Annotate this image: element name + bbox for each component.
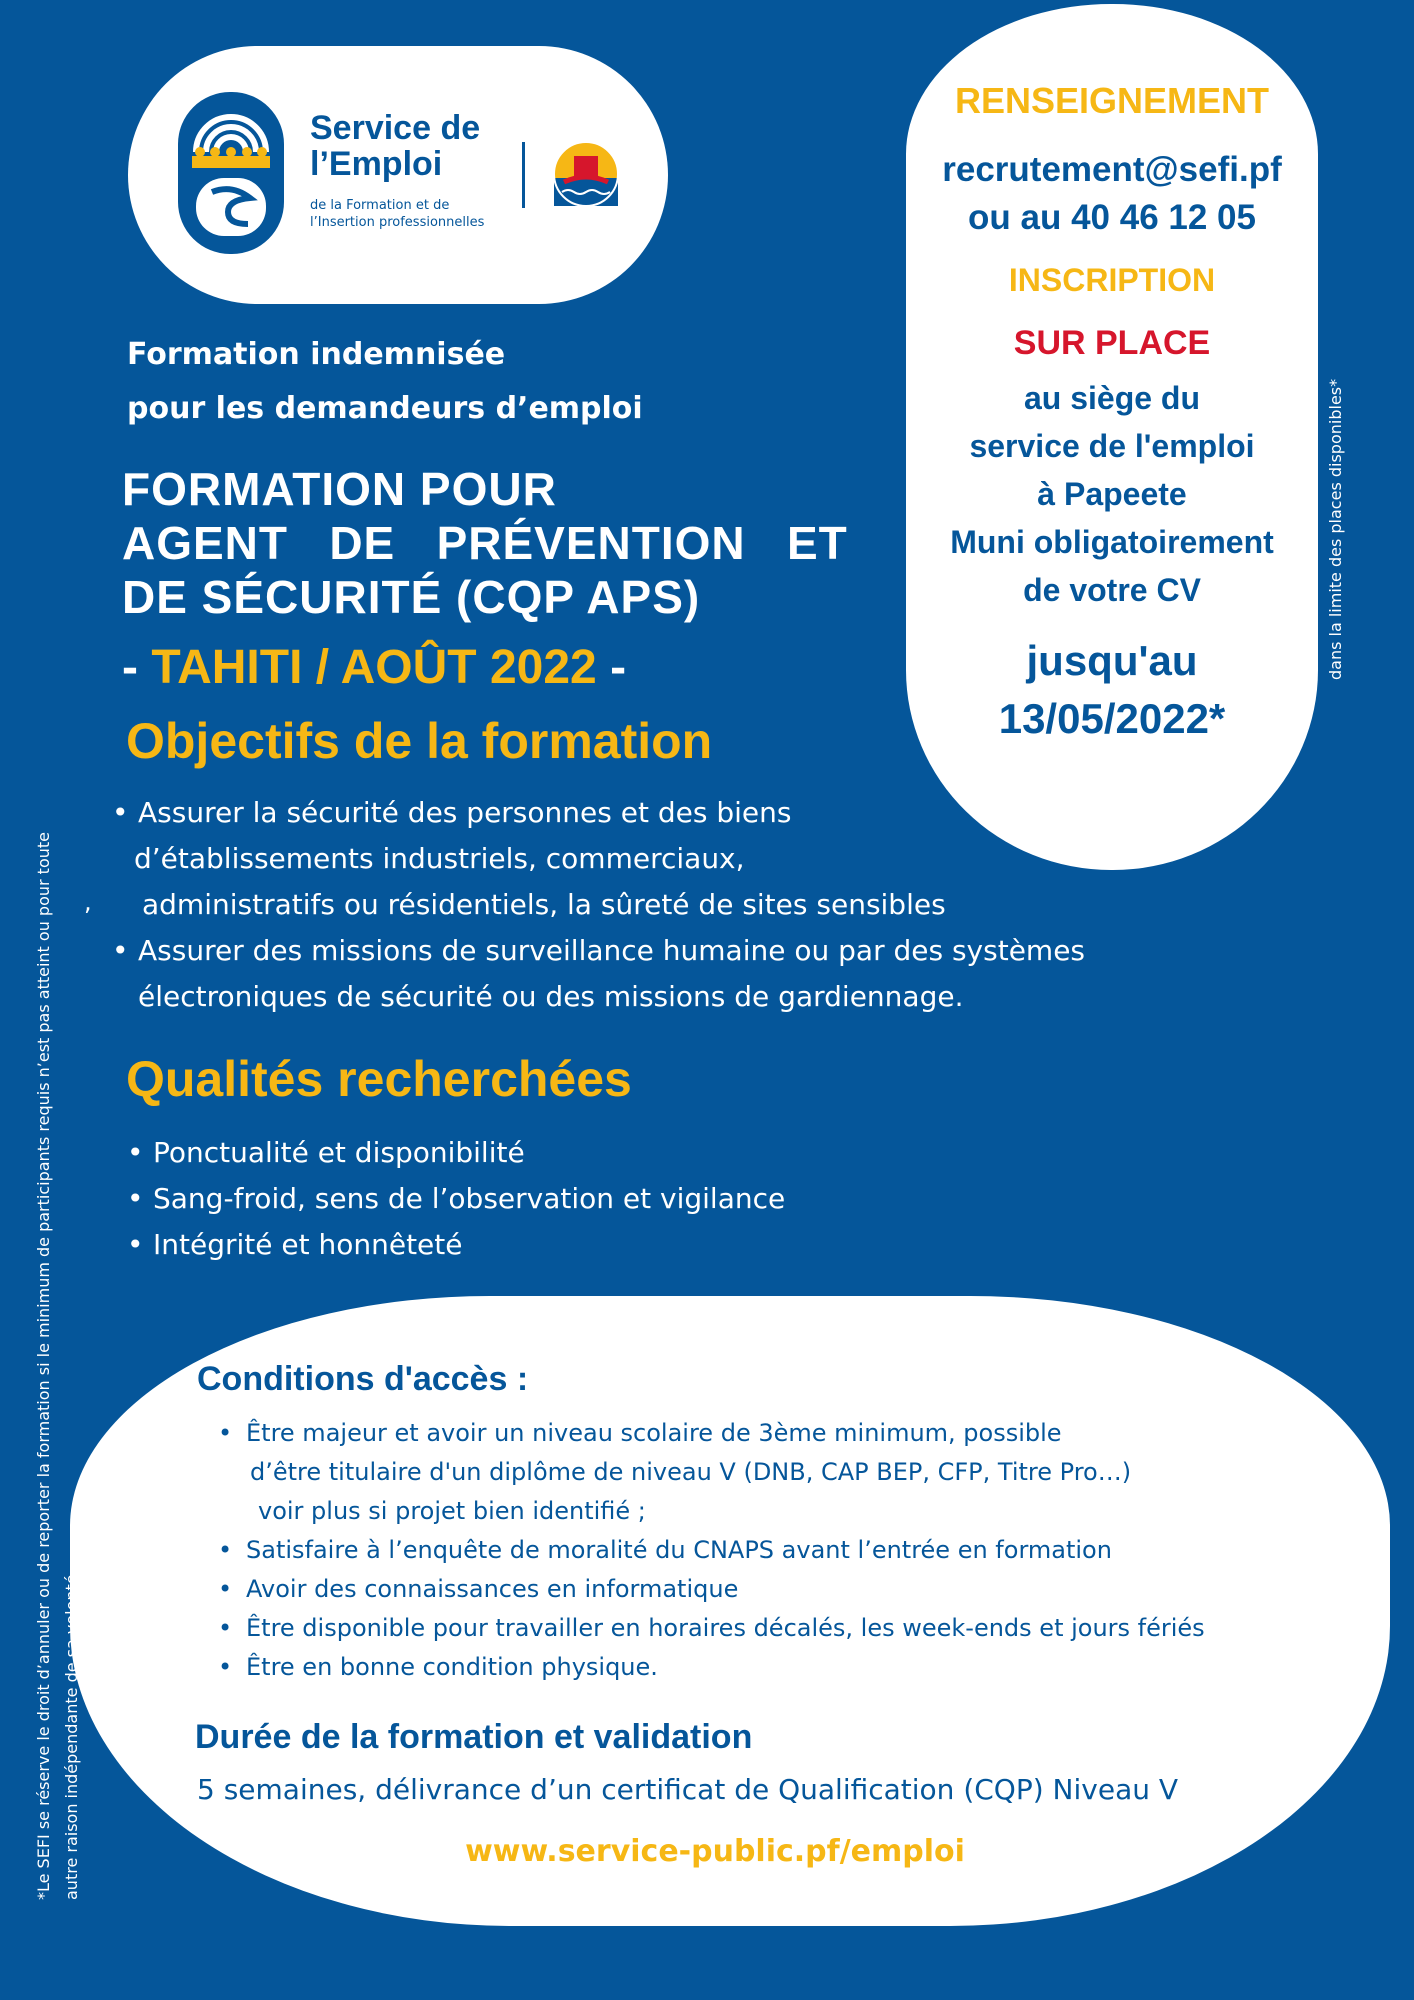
objective1-line2: d’établissements industriels, commerciaux, bbox=[134, 842, 745, 875]
inscription-line5: de votre CV bbox=[1023, 572, 1201, 608]
qualities-list bbox=[153, 1130, 785, 1268]
title-line1: FORMATION POUR bbox=[122, 463, 557, 515]
page-title bbox=[122, 462, 848, 624]
location-suffix: - bbox=[596, 641, 627, 694]
location-prefix: - bbox=[122, 641, 152, 694]
list-item: • Intégrité et honnêteté bbox=[153, 1222, 785, 1268]
inscription-details bbox=[906, 374, 1318, 614]
objective2-line2: électroniques de sécurité ou des missions de gardiennage. bbox=[138, 980, 964, 1013]
disclaimer-note bbox=[30, 832, 86, 1900]
deadline-date: 13/05/2022* bbox=[998, 695, 1226, 742]
qualities-title: Qualités recherchées bbox=[126, 1051, 632, 1107]
polynesia-emblem-icon bbox=[552, 140, 620, 208]
sefi-emblem-icon bbox=[178, 92, 284, 254]
sur-place-label: SUR PLACE bbox=[1013, 324, 1211, 362]
logo-title-line2: l’Emploi bbox=[310, 145, 443, 183]
inscription-line4: Muni obligatoirement bbox=[950, 524, 1274, 560]
list-item: • Ponctualité et disponibilité bbox=[153, 1130, 785, 1176]
logo-title bbox=[310, 110, 510, 182]
location-text: TAHITI / AOÛT 2022 bbox=[151, 641, 597, 694]
condition1-line1: • Être majeur et avoir un niveau scolaire de 3ème minimum, possible bbox=[246, 1419, 1062, 1447]
conditions-list bbox=[246, 1414, 1386, 1687]
logo-title-line1: Service de bbox=[310, 109, 481, 147]
contact-email[interactable]: recrutement@sefi.pf bbox=[942, 150, 1282, 189]
objectives-title: Objectifs de la formation bbox=[126, 713, 713, 769]
deadline bbox=[906, 632, 1318, 748]
condition1-line2: d’être titulaire d'un diplôme de niveau V (DNB, CAP BEP, CFP, Titre Pro…) bbox=[250, 1458, 1132, 1486]
availability-note: dans la limite des places disponibles* bbox=[1326, 378, 1345, 680]
conditions-title: Conditions d'accès : bbox=[197, 1360, 529, 1398]
disclaimer-line1: *Le SEFI se réserve le droit d’annuler ou de reporter la formation si le minimum de participants requis n’est pas atteint ou pour toute bbox=[34, 831, 53, 1900]
duration-title: Durée de la formation et validation bbox=[195, 1718, 753, 1756]
objective1-line1: • Assurer la sécurité des personnes et des biens bbox=[138, 796, 792, 829]
inscription-line2: service de l'emploi bbox=[969, 428, 1255, 464]
logo-divider bbox=[522, 142, 525, 208]
contact-phone: ou au 40 46 12 05 bbox=[968, 198, 1256, 237]
list-item bbox=[134, 790, 1288, 928]
duration-text: 5 semaines, délivrance d’un certificat de Qualification (CQP) Niveau V bbox=[197, 1773, 1179, 1806]
intro-line2: pour les demandeurs d’emploi bbox=[127, 391, 643, 426]
disclaimer-line2: autre raison indépendante de sa volonté bbox=[62, 1574, 81, 1900]
list-item: • Être en bonne condition physique. bbox=[246, 1648, 1386, 1687]
deadline-label: jusqu'au bbox=[1026, 637, 1198, 684]
list-item bbox=[246, 1414, 1386, 1531]
logo-subtitle bbox=[310, 197, 510, 231]
location-date bbox=[122, 640, 626, 696]
objectives-list bbox=[134, 790, 1288, 1020]
title-line2: AGENT DE PRÉVENTION ET bbox=[122, 517, 848, 569]
objective2-line1: • Assurer des missions de surveillance humaine ou par des systèmes bbox=[138, 934, 1086, 967]
intro-text bbox=[127, 328, 643, 436]
list-item: • Sang-froid, sens de l’observation et vigilance bbox=[153, 1176, 785, 1222]
condition1-line3: voir plus si projet bien identifié ; bbox=[258, 1497, 646, 1525]
objective1-line3: administratifs ou résidentiels, la sûreté de sites sensibles bbox=[142, 888, 946, 921]
inscription-label: INSCRIPTION bbox=[1008, 262, 1216, 298]
inscription-line1: au siège du bbox=[1023, 380, 1201, 416]
list-item: • Avoir des connaissances en informatique bbox=[246, 1570, 1386, 1609]
logo-subtitle-line1: de la Formation et de bbox=[310, 198, 450, 213]
list-item: • Satisfaire à l’enquête de moralité du CNAPS avant l’entrée en formation bbox=[246, 1531, 1386, 1570]
title-line3: DE SÉCURITÉ (CQP APS) bbox=[122, 571, 701, 623]
intro-line1: Formation indemnisée bbox=[127, 337, 506, 372]
renseignement-label: RENSEIGNEMENT bbox=[954, 80, 1270, 121]
list-item: • Être disponible pour travailler en horaires décalés, les week-ends et jours fériés bbox=[246, 1609, 1386, 1648]
logo-subtitle-line2: l’Insertion professionnelles bbox=[310, 215, 485, 230]
stray-mark: , bbox=[84, 888, 92, 916]
list-item bbox=[138, 928, 1288, 1020]
inscription-line3: à Papeete bbox=[1037, 476, 1187, 512]
website-link[interactable]: www.service-public.pf/emploi bbox=[465, 1834, 965, 1869]
